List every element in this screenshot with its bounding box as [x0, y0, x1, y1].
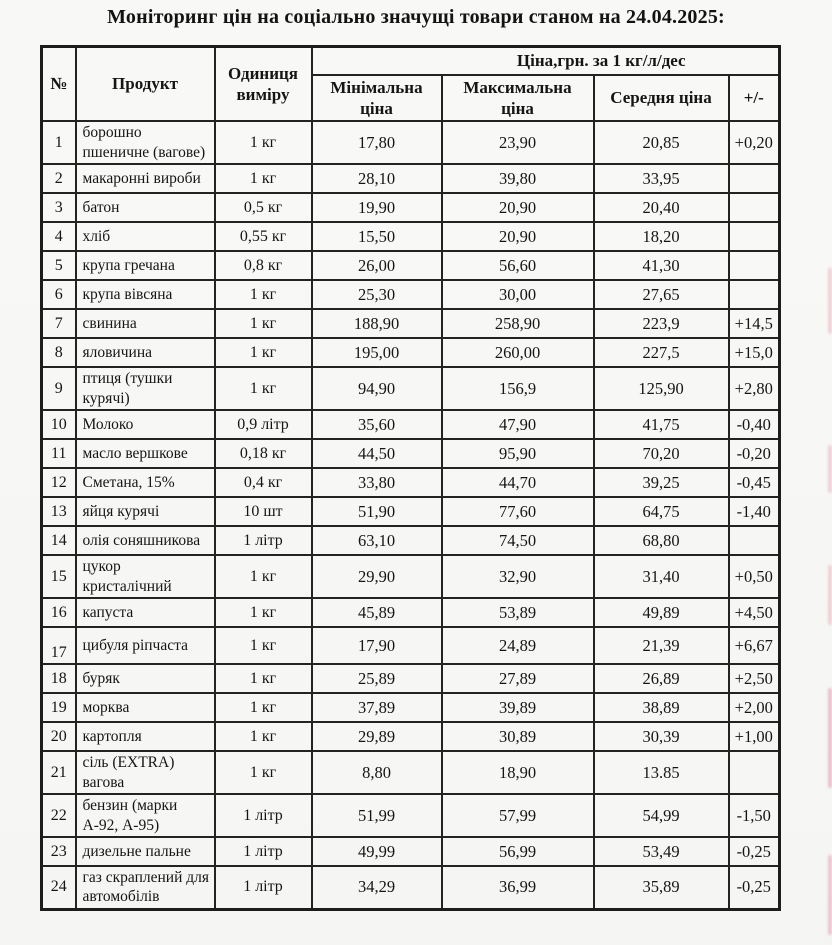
cell-min: 28,10	[312, 164, 442, 193]
cell-min: 17,90	[312, 627, 442, 664]
cell-delta: +0,20	[729, 121, 780, 164]
cell-delta: -1,40	[729, 497, 780, 526]
cell-unit: 1 кг	[215, 664, 312, 693]
cell-unit: 1 кг	[215, 555, 312, 598]
cell-max: 156,9	[442, 367, 594, 410]
cell-avg: 49,89	[594, 598, 729, 627]
cell-unit: 0,5 кг	[215, 193, 312, 222]
cell-num: 5	[42, 251, 76, 280]
cell-product: батон	[76, 193, 215, 222]
cell-max: 57,99	[442, 794, 594, 837]
cell-min: 25,89	[312, 664, 442, 693]
header-row-group	[42, 47, 780, 75]
cell-avg: 35,89	[594, 866, 729, 909]
cell-product: бензин (марки А-92, А-95)	[76, 794, 215, 837]
cell-product: яйця курячі	[76, 497, 215, 526]
cell-max: 95,90	[442, 439, 594, 468]
cell-delta	[729, 526, 780, 555]
cell-avg: 125,90	[594, 367, 729, 410]
scan-artifact	[828, 565, 832, 625]
cell-num: 3	[42, 193, 76, 222]
cell-num: 19	[42, 693, 76, 722]
cell-product: газ скраплений для автомобілів	[76, 866, 215, 909]
page-title: Моніторинг цін на соціально значущі товари станом на 24.04.2025:	[107, 6, 725, 28]
cell-unit: 1 кг	[215, 164, 312, 193]
cell-min: 44,50	[312, 439, 442, 468]
cell-avg: 20,40	[594, 193, 729, 222]
cell-delta: -0,25	[729, 837, 780, 866]
cell-product: хліб	[76, 222, 215, 251]
cell-min: 35,60	[312, 410, 442, 439]
cell-num: 20	[42, 722, 76, 751]
cell-delta: -0,20	[729, 439, 780, 468]
cell-min: 29,89	[312, 722, 442, 751]
col-header-num: №	[42, 47, 76, 122]
cell-delta	[729, 164, 780, 193]
cell-min: 8,80	[312, 751, 442, 794]
table-row	[42, 751, 780, 794]
table-row	[42, 866, 780, 909]
cell-unit: 1 кг	[215, 338, 312, 367]
table-row	[42, 121, 780, 164]
cell-num: 16	[42, 598, 76, 627]
cell-avg: 68,80	[594, 526, 729, 555]
cell-delta: +6,67	[729, 627, 780, 664]
cell-avg: 13.85	[594, 751, 729, 794]
table-row	[42, 497, 780, 526]
cell-num: 9	[42, 367, 76, 410]
table-row	[42, 526, 780, 555]
cell-avg: 27,65	[594, 280, 729, 309]
cell-max: 258,90	[442, 309, 594, 338]
cell-unit: 1 кг	[215, 121, 312, 164]
cell-num: 7	[42, 309, 76, 338]
cell-delta: +14,5	[729, 309, 780, 338]
cell-unit: 1 кг	[215, 751, 312, 794]
cell-avg: 39,25	[594, 468, 729, 497]
table-row	[42, 222, 780, 251]
cell-num: 13	[42, 497, 76, 526]
cell-min: 17,80	[312, 121, 442, 164]
cell-unit: 10 шт	[215, 497, 312, 526]
cell-delta: +2,80	[729, 367, 780, 410]
cell-num: 4	[42, 222, 76, 251]
cell-num: 17	[42, 627, 76, 664]
cell-min: 25,30	[312, 280, 442, 309]
cell-avg: 31,40	[594, 555, 729, 598]
cell-delta	[729, 751, 780, 794]
table-row	[42, 309, 780, 338]
cell-min: 188,90	[312, 309, 442, 338]
cell-max: 44,70	[442, 468, 594, 497]
table-row	[42, 837, 780, 866]
cell-product: Молоко	[76, 410, 215, 439]
cell-min: 37,89	[312, 693, 442, 722]
cell-unit: 0,4 кг	[215, 468, 312, 497]
table-row	[42, 555, 780, 598]
cell-avg: 223,9	[594, 309, 729, 338]
cell-unit: 0,18 кг	[215, 439, 312, 468]
cell-max: 30,89	[442, 722, 594, 751]
cell-unit: 0,8 кг	[215, 251, 312, 280]
cell-num: 14	[42, 526, 76, 555]
cell-min: 19,90	[312, 193, 442, 222]
scan-artifact	[828, 855, 832, 935]
cell-min: 34,29	[312, 866, 442, 909]
cell-max: 20,90	[442, 193, 594, 222]
cell-num: 10	[42, 410, 76, 439]
cell-unit: 1 літр	[215, 794, 312, 837]
cell-product: цибуля ріпчаста	[76, 627, 215, 664]
cell-product: масло вершкове	[76, 439, 215, 468]
cell-num: 23	[42, 837, 76, 866]
cell-num: 6	[42, 280, 76, 309]
cell-min: 15,50	[312, 222, 442, 251]
cell-avg: 20,85	[594, 121, 729, 164]
scan-artifact	[828, 268, 832, 334]
cell-product: крупа гречана	[76, 251, 215, 280]
cell-max: 23,90	[442, 121, 594, 164]
cell-product: дизельне пальне	[76, 837, 215, 866]
cell-unit: 1 кг	[215, 693, 312, 722]
cell-min: 33,80	[312, 468, 442, 497]
cell-avg: 26,89	[594, 664, 729, 693]
cell-max: 77,60	[442, 497, 594, 526]
cell-avg: 18,20	[594, 222, 729, 251]
cell-num: 11	[42, 439, 76, 468]
cell-num: 22	[42, 794, 76, 837]
cell-min: 26,00	[312, 251, 442, 280]
cell-product: яловичина	[76, 338, 215, 367]
cell-avg: 33,95	[594, 164, 729, 193]
cell-unit: 1 літр	[215, 837, 312, 866]
cell-product: цукор кристалічний	[76, 555, 215, 598]
cell-unit: 1 кг	[215, 280, 312, 309]
cell-product: Сметана, 15%	[76, 468, 215, 497]
cell-num: 24	[42, 866, 76, 909]
cell-delta: +4,50	[729, 598, 780, 627]
cell-delta	[729, 251, 780, 280]
cell-delta	[729, 222, 780, 251]
cell-delta: -1,50	[729, 794, 780, 837]
cell-min: 45,89	[312, 598, 442, 627]
cell-min: 29,90	[312, 555, 442, 598]
cell-unit: 1 кг	[215, 627, 312, 664]
cell-max: 36,99	[442, 866, 594, 909]
cell-unit: 1 кг	[215, 598, 312, 627]
cell-num: 21	[42, 751, 76, 794]
cell-avg: 53,49	[594, 837, 729, 866]
cell-avg: 41,75	[594, 410, 729, 439]
cell-product: птиця (тушки курячі)	[76, 367, 215, 410]
cell-max: 39,89	[442, 693, 594, 722]
cell-max: 39,80	[442, 164, 594, 193]
table-row	[42, 164, 780, 193]
cell-max: 56,60	[442, 251, 594, 280]
cell-unit: 1 літр	[215, 526, 312, 555]
cell-delta: +0,50	[729, 555, 780, 598]
table-row	[42, 280, 780, 309]
table-row	[42, 722, 780, 751]
table-row	[42, 664, 780, 693]
cell-product: морква	[76, 693, 215, 722]
cell-max: 32,90	[442, 555, 594, 598]
cell-product: буряк	[76, 664, 215, 693]
cell-avg: 41,30	[594, 251, 729, 280]
cell-product: крупа вівсяна	[76, 280, 215, 309]
cell-num: 18	[42, 664, 76, 693]
cell-product: олія соняшникова	[76, 526, 215, 555]
table-row	[42, 693, 780, 722]
cell-min: 195,00	[312, 338, 442, 367]
table-row	[42, 410, 780, 439]
cell-max: 47,90	[442, 410, 594, 439]
cell-avg: 38,89	[594, 693, 729, 722]
cell-max: 260,00	[442, 338, 594, 367]
cell-delta: -0,45	[729, 468, 780, 497]
cell-unit: 1 кг	[215, 309, 312, 338]
cell-num: 2	[42, 164, 76, 193]
table-row	[42, 338, 780, 367]
table-row	[42, 367, 780, 410]
cell-delta: -0,25	[729, 866, 780, 909]
cell-delta: +1,00	[729, 722, 780, 751]
cell-min: 51,99	[312, 794, 442, 837]
scan-artifact	[828, 688, 832, 788]
cell-product: борошно пшеничне (вагове)	[76, 121, 215, 164]
cell-delta: -0,40	[729, 410, 780, 439]
table-header	[42, 47, 780, 122]
col-header-unit: Одиниця виміру	[215, 47, 312, 122]
cell-avg: 30,39	[594, 722, 729, 751]
cell-max: 27,89	[442, 664, 594, 693]
col-header-product: Продукт	[76, 47, 215, 122]
cell-delta: +2,00	[729, 693, 780, 722]
table-row	[42, 794, 780, 837]
cell-max: 30,00	[442, 280, 594, 309]
cell-num: 1	[42, 121, 76, 164]
cell-num: 8	[42, 338, 76, 367]
table-row	[42, 468, 780, 497]
cell-num: 12	[42, 468, 76, 497]
cell-avg: 64,75	[594, 497, 729, 526]
table-row	[42, 439, 780, 468]
col-header-min-price: Мінімальна ціна	[312, 75, 442, 122]
col-header-max-price: Максимальна ціна	[442, 75, 594, 122]
cell-num: 15	[42, 555, 76, 598]
cell-avg: 54,99	[594, 794, 729, 837]
cell-delta	[729, 280, 780, 309]
cell-min: 49,99	[312, 837, 442, 866]
cell-min: 63,10	[312, 526, 442, 555]
cell-product: капуста	[76, 598, 215, 627]
cell-unit: 1 кг	[215, 722, 312, 751]
cell-min: 94,90	[312, 367, 442, 410]
cell-avg: 227,5	[594, 338, 729, 367]
cell-max: 74,50	[442, 526, 594, 555]
table-row	[42, 598, 780, 627]
cell-avg: 70,20	[594, 439, 729, 468]
cell-unit: 1 кг	[215, 367, 312, 410]
table-row	[42, 251, 780, 280]
cell-max: 56,99	[442, 837, 594, 866]
table-row	[42, 627, 780, 664]
col-header-price-group: Ціна,грн. за 1 кг/л/дес	[312, 47, 780, 75]
cell-delta: +15,0	[729, 338, 780, 367]
cell-product: свинина	[76, 309, 215, 338]
scan-artifact	[828, 445, 832, 493]
table-row	[42, 193, 780, 222]
cell-product: картопля	[76, 722, 215, 751]
cell-max: 20,90	[442, 222, 594, 251]
table-body	[42, 121, 780, 909]
cell-avg: 21,39	[594, 627, 729, 664]
cell-max: 18,90	[442, 751, 594, 794]
cell-unit: 0,55 кг	[215, 222, 312, 251]
cell-product: сіль (EXTRA) вагова	[76, 751, 215, 794]
cell-unit: 0,9 літр	[215, 410, 312, 439]
col-header-delta: +/-	[729, 75, 780, 122]
cell-min: 51,90	[312, 497, 442, 526]
price-monitoring-table	[40, 45, 781, 911]
col-header-avg-price: Середня ціна	[594, 75, 729, 122]
cell-max: 53,89	[442, 598, 594, 627]
cell-max: 24,89	[442, 627, 594, 664]
cell-unit: 1 літр	[215, 866, 312, 909]
cell-delta	[729, 193, 780, 222]
cell-product: макаронні вироби	[76, 164, 215, 193]
cell-delta: +2,50	[729, 664, 780, 693]
